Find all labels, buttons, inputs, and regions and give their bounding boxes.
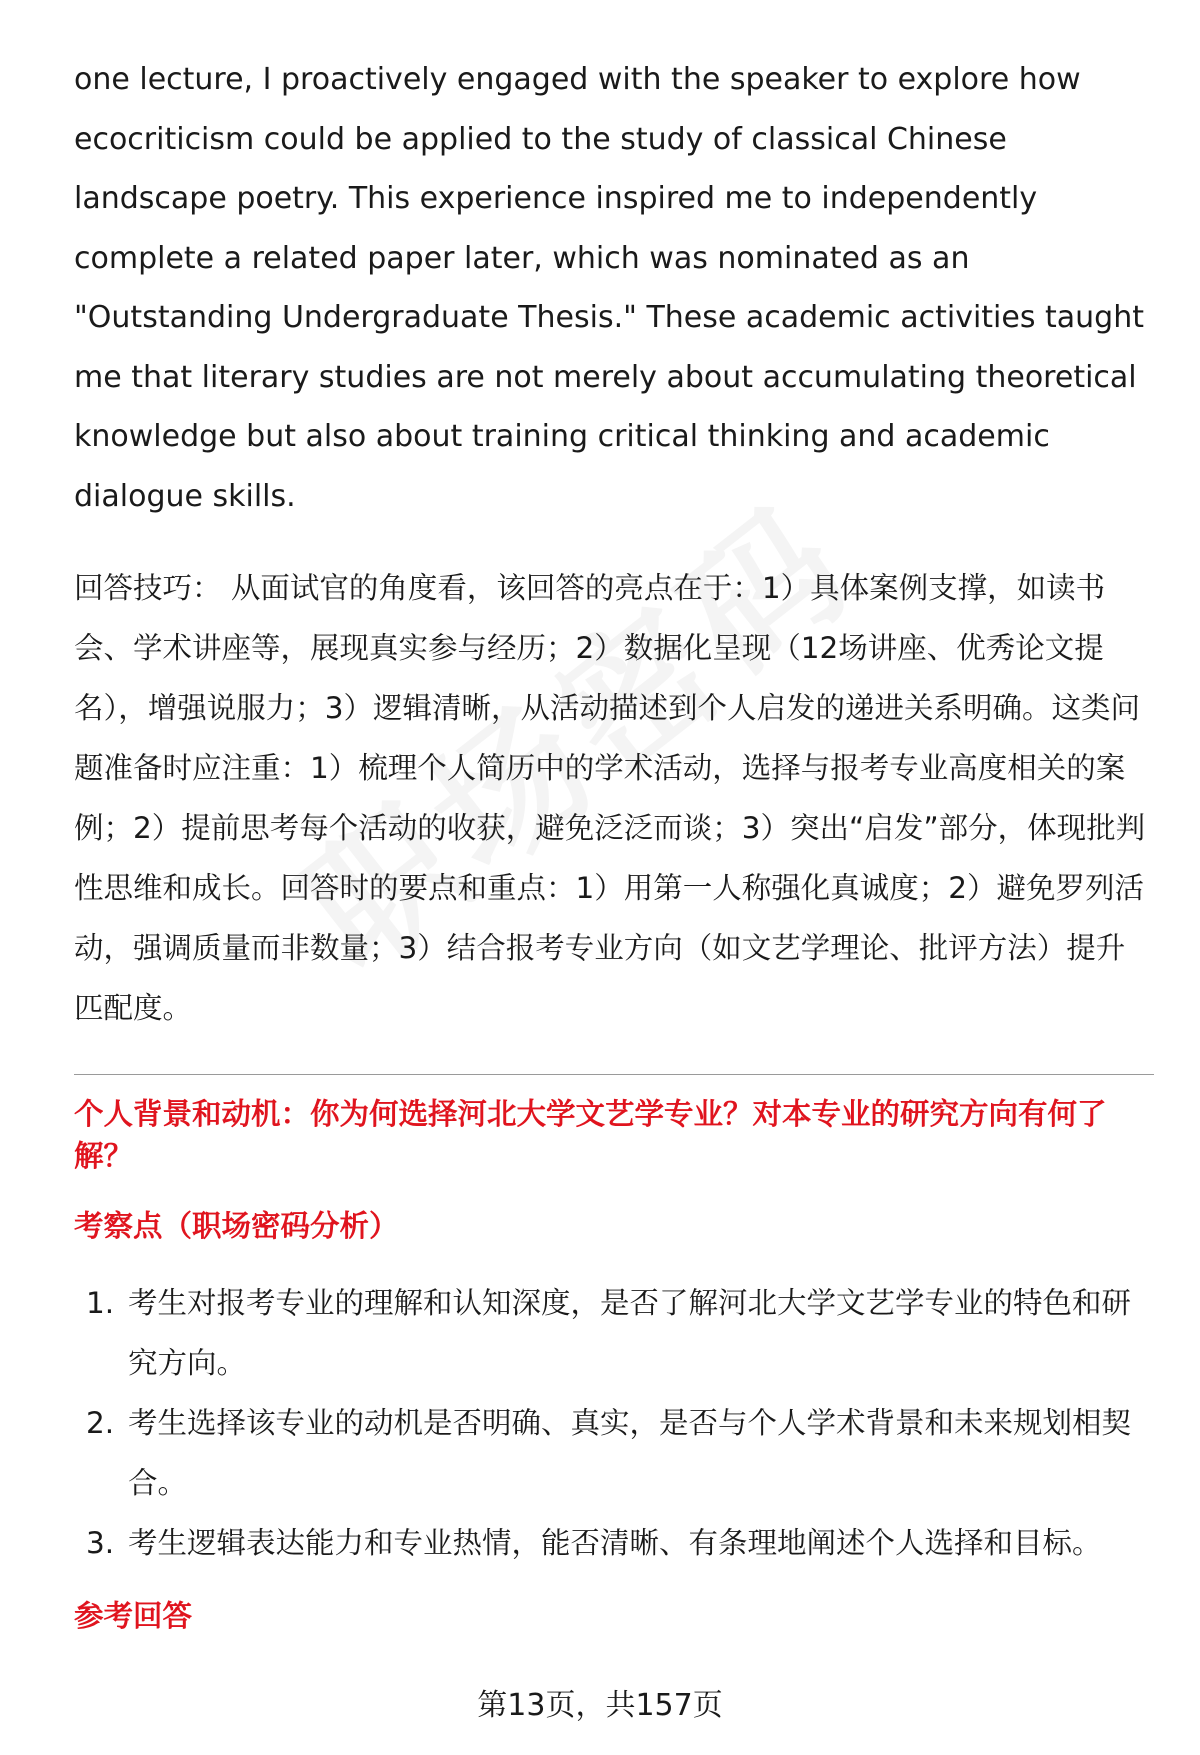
reference-answer-title: 参考回答: [74, 1599, 193, 1633]
list-item: [74, 1393, 1154, 1513]
list-item-number: 2.: [86, 1406, 115, 1440]
english-answer-paragraph: one lecture, I proactively engaged with the speaker to explore how ecocriticism could be applied to the study of classical Chinese landscape poetry. This experience inspired me to independently complete a related paper later, which was nominated as an "Outstanding Undergraduate Thesis." These academic activities taught me that literary studies are not merely about accumulating theoretical knowledge but also about training critical thinking and academic dialogue skills.: [74, 62, 1144, 514]
question-title: 个人背景和动机：你为何选择河北大学文艺学专业？对本专业的研究方向有何了解？: [74, 1097, 1107, 1173]
list-item: [74, 1273, 1154, 1393]
list-item-text: 考生逻辑表达能力和专业热情，能否清晰、有条理地阐述个人选择和目标。: [128, 1526, 1102, 1560]
answer-tips-paragraph: 回答技巧： 从面试官的角度看，该回答的亮点在于：1）具体案例支撑，如读书会、学术讲座等，展现真实参与经历；2）数据化呈现（12场讲座、优秀论文提名），增强说服力；3）逻辑清晰，从活动描述到个人启发的递进关系明确。这类问题准备时应注重：1）梳理个人简历中的学术活动，选择与报考专业高度相关的案例；2）提前思考每个活动的收获，避免泛泛而谈；3）突出“启发”部分，体现批判性思维和成长。回答时的要点和重点：1）用第一人称强化真诚度；2）避免罗列活动，强调质量而非数量；3）结合报考专业方向（如文艺学理论、批评方法）提升匹配度。: [74, 571, 1146, 1025]
page-content: [74, 50, 1154, 1637]
list-item-number: 3.: [86, 1526, 115, 1560]
page-number-footer: 第13页，共157页: [477, 1688, 723, 1723]
section-divider: [74, 1074, 1154, 1075]
list-item-number: 1.: [86, 1286, 115, 1320]
list-item-text: 考生对报考专业的理解和认知深度，是否了解河北大学文艺学专业的特色和研究方向。: [128, 1286, 1132, 1380]
assessment-title: 考察点（职场密码分析）: [74, 1209, 399, 1243]
assessment-points-list: [74, 1273, 1154, 1573]
list-item-text: 考生选择该专业的动机是否明确、真实，是否与个人学术背景和未来规划相契合。: [128, 1406, 1132, 1500]
list-item: [74, 1513, 1154, 1573]
